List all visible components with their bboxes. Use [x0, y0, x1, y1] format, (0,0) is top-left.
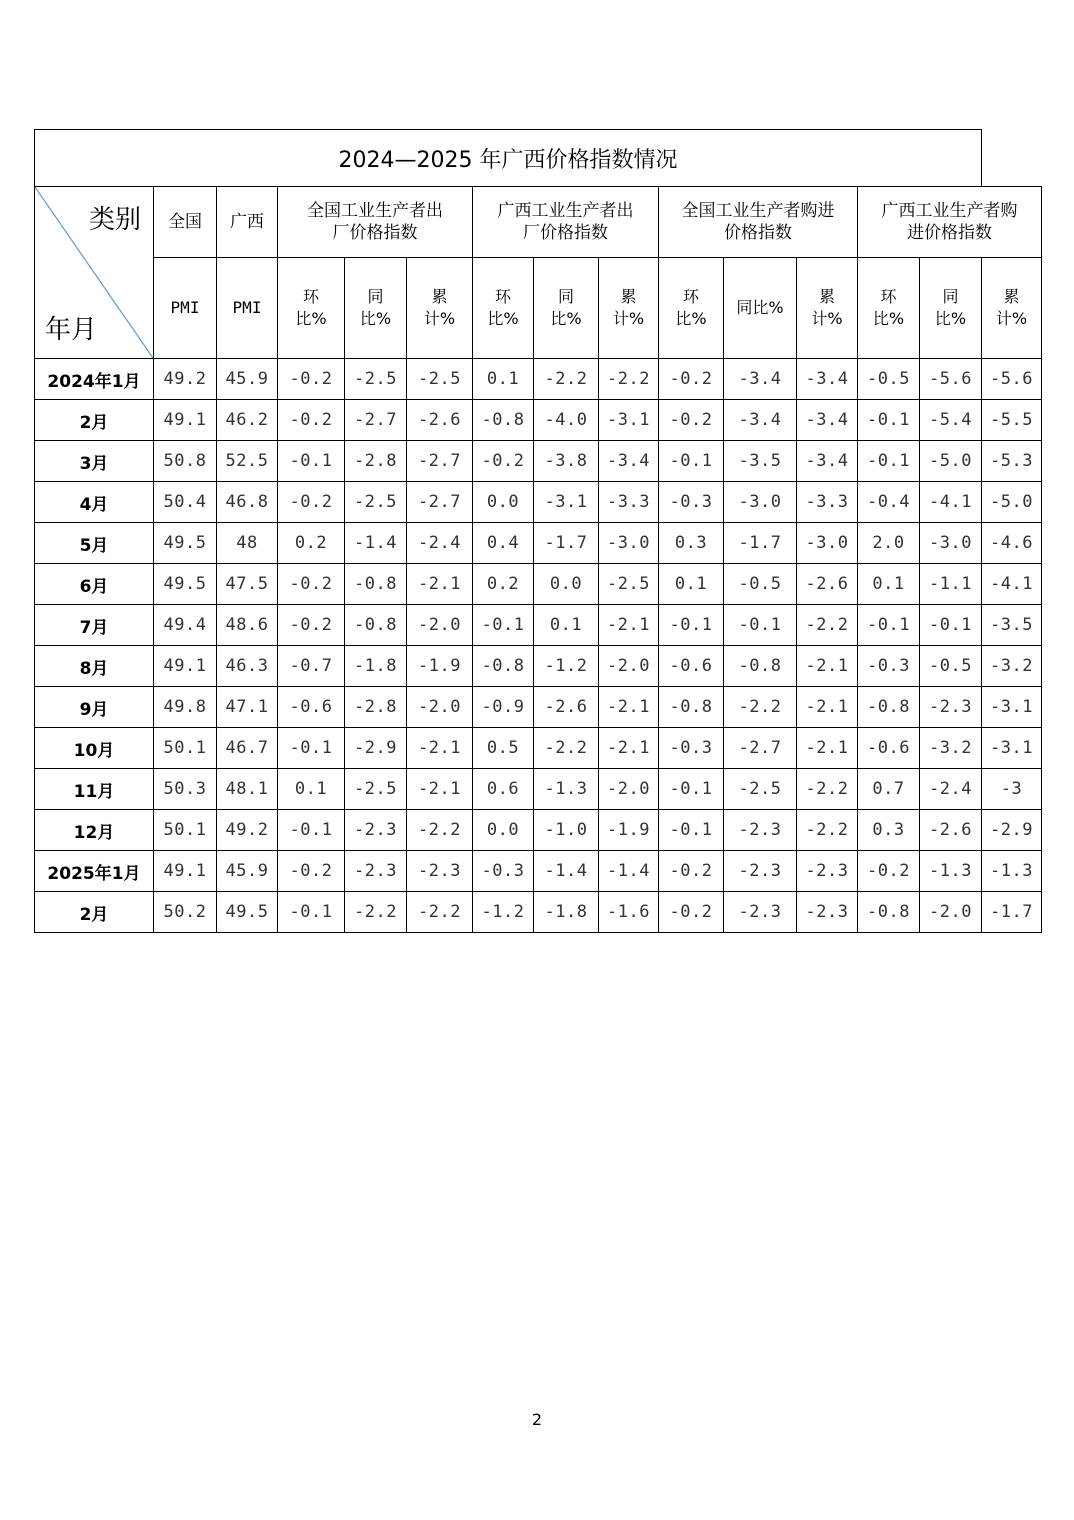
page-number: 2	[531, 1410, 543, 1429]
table-cell: 46.8	[217, 482, 278, 523]
subheader-yoy-line2: 比%	[359, 309, 392, 328]
table-cell: -2.5	[599, 564, 659, 605]
table-cell: -0.8	[345, 605, 407, 646]
subheader-yoy-line2: 比%	[934, 309, 967, 328]
table-cell: 48.6	[217, 605, 278, 646]
table-cell: -4.0	[534, 400, 599, 441]
row-month: 2月	[35, 400, 154, 441]
table-cell: 46.2	[217, 400, 278, 441]
table-cell: -2.1	[599, 605, 659, 646]
row-month: 9月	[35, 687, 154, 728]
subheader-national-pmi: PMI	[154, 258, 217, 359]
table-cell: 45.9	[217, 851, 278, 892]
table-cell: -0.6	[858, 728, 920, 769]
table-cell: 48.1	[217, 769, 278, 810]
table-cell: -5.3	[982, 441, 1042, 482]
subheader-cum-line2: 计%	[612, 309, 645, 328]
subheader-mom-line2: 比%	[675, 309, 707, 328]
row-month: 12月	[35, 810, 154, 851]
table-cell: 0.7	[858, 769, 920, 810]
table-cell: 50.2	[154, 892, 217, 933]
table-cell: -2.1	[599, 687, 659, 728]
table-cell: -3.0	[599, 523, 659, 564]
table-row	[35, 892, 1042, 933]
subheader-cum	[407, 258, 473, 359]
table-cell: -2.1	[797, 728, 858, 769]
table-cell: -0.2	[278, 482, 345, 523]
table-cell: -3.2	[982, 646, 1042, 687]
table-cell: -3.1	[982, 687, 1042, 728]
table-cell: 0.0	[473, 810, 534, 851]
header-national-ppi-line1: 全国工业生产者出	[307, 201, 443, 221]
row-month: 11月	[35, 769, 154, 810]
table-row	[35, 687, 1042, 728]
table-cell: -2.2	[797, 605, 858, 646]
table-cell: -2.2	[407, 810, 473, 851]
table-cell: -0.8	[473, 646, 534, 687]
subheader-yoy-line1: 同	[942, 287, 959, 306]
table-cell: 0.2	[473, 564, 534, 605]
table-cell: 45.9	[217, 359, 278, 400]
table-cell: -5.6	[920, 359, 982, 400]
table-row	[35, 605, 1042, 646]
header-guangxi-ppi	[473, 187, 659, 258]
table-cell: -3.4	[797, 400, 858, 441]
table-cell: -1.3	[920, 851, 982, 892]
table-cell: 0.1	[278, 769, 345, 810]
table-cell: -1.9	[599, 810, 659, 851]
table-cell: -3.1	[599, 400, 659, 441]
table-cell: 0.0	[534, 564, 599, 605]
table-cell: -2.2	[407, 892, 473, 933]
table-cell: -0.1	[858, 400, 920, 441]
subheader-cum	[797, 258, 858, 359]
header-guangxi-ppirm-line1: 广西工业生产者购	[881, 201, 1018, 221]
table-cell: -0.5	[858, 359, 920, 400]
table-cell: -1.8	[345, 646, 407, 687]
table-cell: -2.2	[599, 359, 659, 400]
subheader-cum-line1: 累	[431, 287, 448, 306]
table-cell: -3.8	[534, 441, 599, 482]
row-month: 2024年1月	[35, 359, 154, 400]
subheader-yoy-line2: 比%	[550, 309, 582, 328]
table-cell: -1.7	[534, 523, 599, 564]
table-cell: -0.4	[858, 482, 920, 523]
table-cell: 49.5	[154, 523, 217, 564]
table-cell: -3.1	[534, 482, 599, 523]
table-cell: -0.2	[278, 400, 345, 441]
table-cell: 0.3	[858, 810, 920, 851]
table-cell: -2.0	[407, 605, 473, 646]
table-cell: -2.3	[797, 851, 858, 892]
table-cell: -0.1	[278, 810, 345, 851]
table-cell: -2.2	[345, 892, 407, 933]
table-cell: -2.7	[345, 400, 407, 441]
table-cell: -2.6	[797, 564, 858, 605]
subheader-cum-line1: 累	[1003, 287, 1020, 306]
table-cell: -2.1	[599, 728, 659, 769]
table-cell: -5.6	[982, 359, 1042, 400]
table-cell: -0.3	[659, 728, 724, 769]
table-cell: -0.6	[659, 646, 724, 687]
row-month: 7月	[35, 605, 154, 646]
table-cell: -0.2	[659, 892, 724, 933]
table-cell: 0.2	[278, 523, 345, 564]
subheader-yoy-single: 同比%	[724, 258, 797, 359]
table-cell: -3.4	[599, 441, 659, 482]
table-cell: -5.0	[982, 482, 1042, 523]
table-cell: -2.2	[724, 687, 797, 728]
table-cell: 47.5	[217, 564, 278, 605]
table-cell: -0.1	[920, 605, 982, 646]
table-cell: -0.8	[858, 892, 920, 933]
table-cell: -0.1	[278, 441, 345, 482]
header-guangxi: 广西	[217, 187, 278, 258]
table-cell: -3.4	[724, 359, 797, 400]
subheader-cum-line2: 计%	[423, 309, 456, 328]
table-cell: -0.1	[278, 892, 345, 933]
subheader-mom	[278, 258, 345, 359]
table-cell: -2.7	[407, 441, 473, 482]
table-cell: -0.8	[724, 646, 797, 687]
table-cell: 49.1	[154, 646, 217, 687]
table-cell: -5.5	[982, 400, 1042, 441]
table-cell: -3.4	[724, 400, 797, 441]
table-cell: -0.2	[278, 851, 345, 892]
table-cell: -0.5	[724, 564, 797, 605]
table-row	[35, 810, 1042, 851]
table-cell: -3.0	[724, 482, 797, 523]
header-guangxi-ppirm-line2: 进价格指数	[907, 223, 992, 243]
table-cell: -0.2	[278, 564, 345, 605]
table-cell: -1.7	[982, 892, 1042, 933]
table-cell: -3.1	[982, 728, 1042, 769]
table-cell: -2.7	[724, 728, 797, 769]
row-month: 10月	[35, 728, 154, 769]
subheader-cum-line2: 计%	[811, 309, 843, 328]
table-cell: -2.3	[345, 810, 407, 851]
subheader-yoy-line1: 同	[367, 287, 384, 306]
table-cell: 0.5	[473, 728, 534, 769]
table-cell: -2.3	[724, 851, 797, 892]
table-cell: -2.6	[920, 810, 982, 851]
table-cell: -4.1	[920, 482, 982, 523]
table-cell: 49.5	[154, 564, 217, 605]
table-row	[35, 769, 1042, 810]
table-cell: -2.4	[920, 769, 982, 810]
table-cell: -0.8	[473, 400, 534, 441]
table-cell: 46.3	[217, 646, 278, 687]
header-national-ppirm-line1: 全国工业生产者购进	[681, 201, 835, 221]
table-cell: -0.1	[473, 605, 534, 646]
table-cell: 49.8	[154, 687, 217, 728]
subheader-mom	[473, 258, 534, 359]
table-cell: 0.3	[659, 523, 724, 564]
table-cell: -2.1	[407, 769, 473, 810]
table-cell: 52.5	[217, 441, 278, 482]
table-cell: -0.5	[920, 646, 982, 687]
table-cell: -1.3	[982, 851, 1042, 892]
table-cell: -1.7	[724, 523, 797, 564]
subheader-mom-line2: 比%	[487, 309, 519, 328]
table-cell: -2.1	[797, 646, 858, 687]
subheader-mom	[858, 258, 920, 359]
table-cell: -2.1	[407, 564, 473, 605]
table-cell: -0.3	[858, 646, 920, 687]
table-cell: -0.2	[659, 400, 724, 441]
header-guangxi-ppirm	[858, 187, 1042, 258]
table-cell: -1.4	[599, 851, 659, 892]
table-cell: -2.3	[407, 851, 473, 892]
table-cell: -5.0	[920, 441, 982, 482]
table-cell: -0.7	[278, 646, 345, 687]
subheader-mom	[659, 258, 724, 359]
header-national-ppi-line2: 厂价格指数	[332, 223, 418, 243]
subheader-mom-line1: 环	[494, 287, 511, 306]
table-row	[35, 482, 1042, 523]
table-cell: 49.1	[154, 851, 217, 892]
table-cell: -2.2	[797, 810, 858, 851]
subheader-yoy-line1: 同	[557, 287, 574, 306]
table-cell: -2.9	[982, 810, 1042, 851]
table-cell: -0.1	[659, 810, 724, 851]
subheader-mom-line1: 环	[302, 287, 319, 306]
table-cell: -3.3	[599, 482, 659, 523]
table-row	[35, 400, 1042, 441]
table-cell: -2.1	[407, 728, 473, 769]
corner-month-label: 年月	[45, 315, 98, 345]
table-cell: 49.5	[217, 892, 278, 933]
table-cell: -2.6	[534, 687, 599, 728]
header-national-ppirm-line2: 价格指数	[724, 223, 792, 243]
table-cell: -1.4	[345, 523, 407, 564]
table-cell: 49.4	[154, 605, 217, 646]
table-cell: -2.7	[407, 482, 473, 523]
table-cell: -1.8	[534, 892, 599, 933]
table-cell: -2.1	[797, 687, 858, 728]
table-row	[35, 728, 1042, 769]
table-cell: -2.2	[797, 769, 858, 810]
table-cell: -3.4	[797, 359, 858, 400]
table-cell: -2.3	[797, 892, 858, 933]
table-cell: -1.1	[920, 564, 982, 605]
table-cell: 2.0	[858, 523, 920, 564]
table-cell: 46.7	[217, 728, 278, 769]
table-cell: -2.8	[345, 687, 407, 728]
subheader-yoy	[920, 258, 982, 359]
table-cell: 50.1	[154, 728, 217, 769]
table-cell: -3	[982, 769, 1042, 810]
table-cell: 49.2	[154, 359, 217, 400]
table-cell: -3.4	[797, 441, 858, 482]
table-title: 2024—2025 年广西价格指数情况	[35, 130, 982, 187]
table-cell: -0.2	[278, 359, 345, 400]
table-cell: -0.1	[858, 605, 920, 646]
table-row	[35, 564, 1042, 605]
subheader-mom-line2: 比%	[872, 309, 905, 328]
table-cell: 47.1	[217, 687, 278, 728]
row-month: 3月	[35, 441, 154, 482]
table-cell: -0.2	[659, 359, 724, 400]
table-cell: -3.0	[920, 523, 982, 564]
table-cell: -1.2	[473, 892, 534, 933]
subheader-cum	[599, 258, 659, 359]
table-cell: 49.1	[154, 400, 217, 441]
table-cell: -0.8	[659, 687, 724, 728]
row-month: 6月	[35, 564, 154, 605]
table-cell: 48	[217, 523, 278, 564]
table-cell: -2.2	[534, 359, 599, 400]
table-cell: -0.8	[345, 564, 407, 605]
table-cell: -2.2	[534, 728, 599, 769]
table-cell: -3.0	[797, 523, 858, 564]
subheader-cum-line1: 累	[620, 287, 637, 306]
row-month: 2025年1月	[35, 851, 154, 892]
table-cell: -0.3	[473, 851, 534, 892]
subheader-cum	[982, 258, 1042, 359]
table-cell: -2.6	[407, 400, 473, 441]
table-cell: -0.1	[659, 605, 724, 646]
table-cell: -0.1	[659, 441, 724, 482]
table-cell: -0.6	[278, 687, 345, 728]
table-row	[35, 359, 1042, 400]
table-cell: -0.3	[659, 482, 724, 523]
table-cell: 49.2	[217, 810, 278, 851]
table-cell: 50.4	[154, 482, 217, 523]
subheader-yoy	[534, 258, 599, 359]
subheader-yoy	[345, 258, 407, 359]
table-cell: 0.4	[473, 523, 534, 564]
table-cell: -2.4	[407, 523, 473, 564]
table-cell: -2.5	[407, 359, 473, 400]
table-cell: -0.2	[473, 441, 534, 482]
table-cell: -2.3	[724, 810, 797, 851]
table-cell: 0.1	[659, 564, 724, 605]
subheader-guangxi-pmi: PMI	[217, 258, 278, 359]
table-row	[35, 851, 1042, 892]
table-cell: -2.0	[407, 687, 473, 728]
table-cell: -1.6	[599, 892, 659, 933]
table-cell: -2.3	[724, 892, 797, 933]
table-cell: 0.6	[473, 769, 534, 810]
table-cell: -0.1	[858, 441, 920, 482]
table-cell: -0.1	[724, 605, 797, 646]
table-cell: -3.2	[920, 728, 982, 769]
table-cell: 50.3	[154, 769, 217, 810]
table-cell: 0.1	[534, 605, 599, 646]
table-row	[35, 646, 1042, 687]
table-cell: 50.1	[154, 810, 217, 851]
row-month: 4月	[35, 482, 154, 523]
table-cell: -4.1	[982, 564, 1042, 605]
table-body	[35, 359, 1042, 933]
table-row	[35, 441, 1042, 482]
subheader-mom-line1: 环	[880, 287, 897, 306]
corner-header	[35, 187, 154, 359]
table-cell: -0.2	[858, 851, 920, 892]
table-cell: 0.1	[858, 564, 920, 605]
table-cell: -2.9	[345, 728, 407, 769]
table-cell: -0.1	[278, 728, 345, 769]
subheader-mom-line2: 比%	[295, 309, 327, 328]
table-cell: -1.0	[534, 810, 599, 851]
header-guangxi-ppi-line1: 广西工业生产者出	[497, 201, 634, 221]
table-cell: -3.3	[797, 482, 858, 523]
table-cell: -2.5	[345, 769, 407, 810]
table-cell: -2.3	[345, 851, 407, 892]
table-cell: -1.4	[534, 851, 599, 892]
row-month: 8月	[35, 646, 154, 687]
table-cell: 0.1	[473, 359, 534, 400]
corner-category-label: 类别	[88, 205, 141, 235]
table-cell: -0.1	[659, 769, 724, 810]
table-cell: -5.4	[920, 400, 982, 441]
table-cell: -2.3	[920, 687, 982, 728]
row-month: 2月	[35, 892, 154, 933]
header-guangxi-ppi-line2: 厂价格指数	[523, 223, 608, 243]
table-cell: 50.8	[154, 441, 217, 482]
table-cell: -0.2	[659, 851, 724, 892]
header-national-ppi	[278, 187, 473, 258]
header-national: 全国	[154, 187, 217, 258]
table-cell: -2.0	[920, 892, 982, 933]
table-cell: -1.2	[534, 646, 599, 687]
table-cell: -2.5	[345, 482, 407, 523]
table-cell: -4.6	[982, 523, 1042, 564]
subheader-cum-line1: 累	[818, 287, 835, 306]
table-cell: -0.8	[858, 687, 920, 728]
table-cell: -2.5	[724, 769, 797, 810]
table-row	[35, 523, 1042, 564]
table-cell: -2.0	[599, 769, 659, 810]
table-cell: -3.5	[982, 605, 1042, 646]
price-index-table	[34, 129, 1042, 933]
subheader-cum-line2: 计%	[995, 309, 1028, 328]
row-month: 5月	[35, 523, 154, 564]
subheader-mom-line1: 环	[682, 287, 699, 306]
table-cell: -0.9	[473, 687, 534, 728]
header-national-ppirm	[659, 187, 858, 258]
table-cell: -2.5	[345, 359, 407, 400]
table-cell: -1.3	[534, 769, 599, 810]
table-cell: -2.8	[345, 441, 407, 482]
table-cell: -0.2	[278, 605, 345, 646]
table-cell: -2.0	[599, 646, 659, 687]
table-cell: -3.5	[724, 441, 797, 482]
table-cell: 0.0	[473, 482, 534, 523]
table-cell: -1.9	[407, 646, 473, 687]
